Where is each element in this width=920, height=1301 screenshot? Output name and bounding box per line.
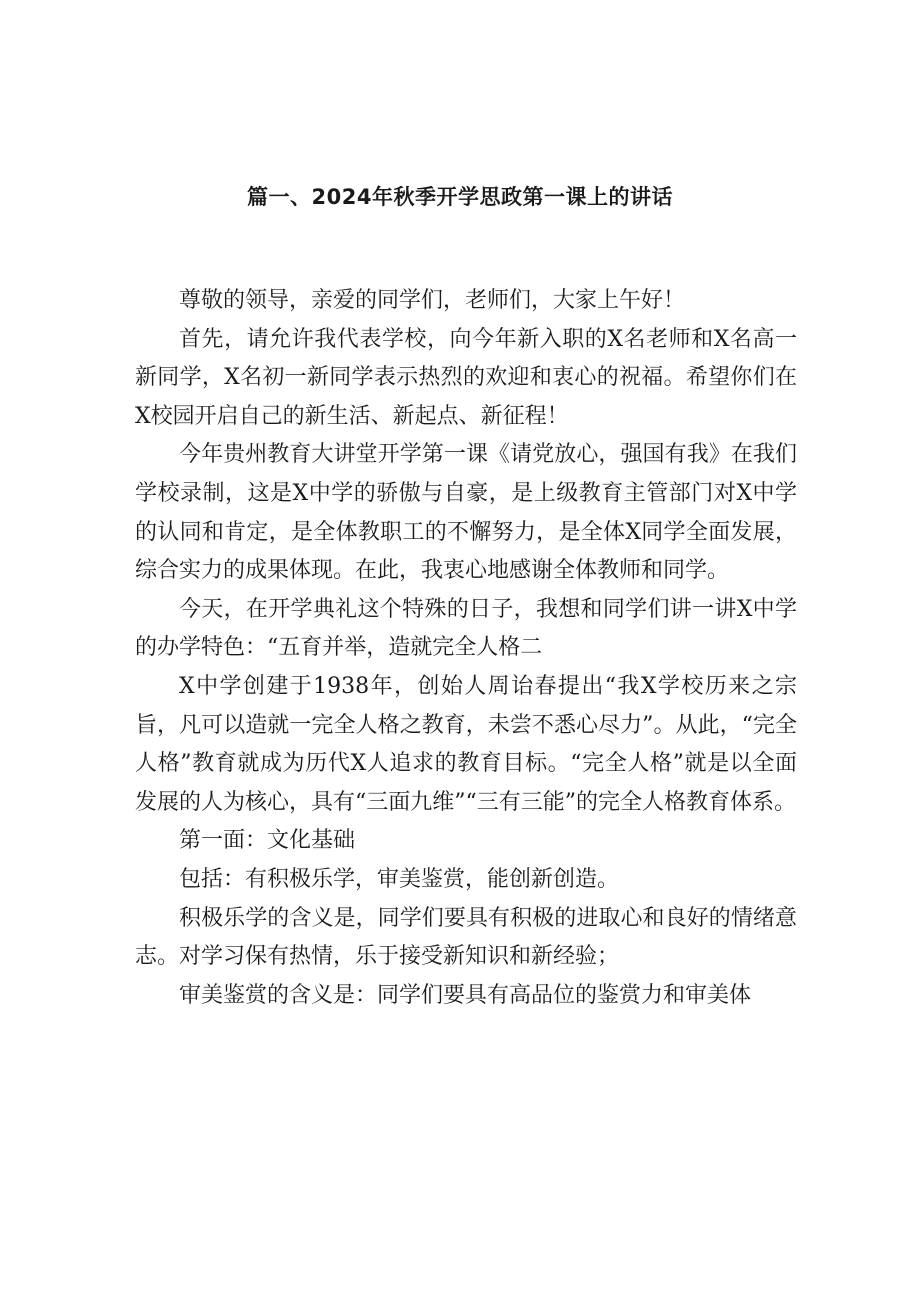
paragraph-greeting: 尊敬的领导，亲爱的同学们，老师们，大家上午好！ bbox=[179, 288, 686, 313]
paragraph-history: X中学创建于1938年，创始人周诒春提出“我X学校历来之宗旨，凡可以造就一完全人格之教育，未尝不悉心尽力”。从此，“完全人格”教育就成为历代X人追求的教育目标。“完全人格”就是以全面发展的人为核心，具有“三面九维”“三有三能”的完全人格教育体系。 bbox=[135, 673, 797, 815]
paragraph-section-heading: 第一面：文化基础 bbox=[179, 828, 356, 854]
paragraph-active-learning: 积极乐学的含义是，同学们要具有积极的进取心和良好的情绪意志。对学习保有热情，乐于接受新知识和新经验； bbox=[135, 905, 797, 970]
paragraph-includes: 包括：有积极乐学，审美鉴赏，能创新创造。 bbox=[179, 866, 620, 892]
paragraph-aesthetic: 审美鉴赏的含义是：同学们要具有高品位的鉴赏力和审美体 bbox=[179, 982, 752, 1008]
paragraph-welcome: 首先，请允许我代表学校，向今年新入职的X名老师和X名高一新同学，X名初一新同学表示热烈的欢迎和衷心的祝福。希望你们在X校园开启自己的新生活、新起点、新征程！ bbox=[135, 326, 797, 429]
paragraph-lecture: 今年贵州教育大讲堂开学第一课《请党放心，强国有我》在我们学校录制，这是X中学的骄傲与自豪，是上级教育主管部门对X中学的认同和肯定，是全体教职工的不懈努力，是全体X同学全面发展，综合实力的成果体现。在此，我衷心地感谢全体教师和同学。 bbox=[135, 442, 797, 584]
document-body bbox=[135, 282, 797, 1015]
document-title: 篇一、2024年秋季开学思政第一课上的讲话 bbox=[247, 185, 673, 209]
paragraph-topic: 今天，在开学典礼这个特殊的日子，我想和同学们讲一讲X中学的办学特色：“五育并举，造就完全人格二 bbox=[135, 596, 797, 661]
